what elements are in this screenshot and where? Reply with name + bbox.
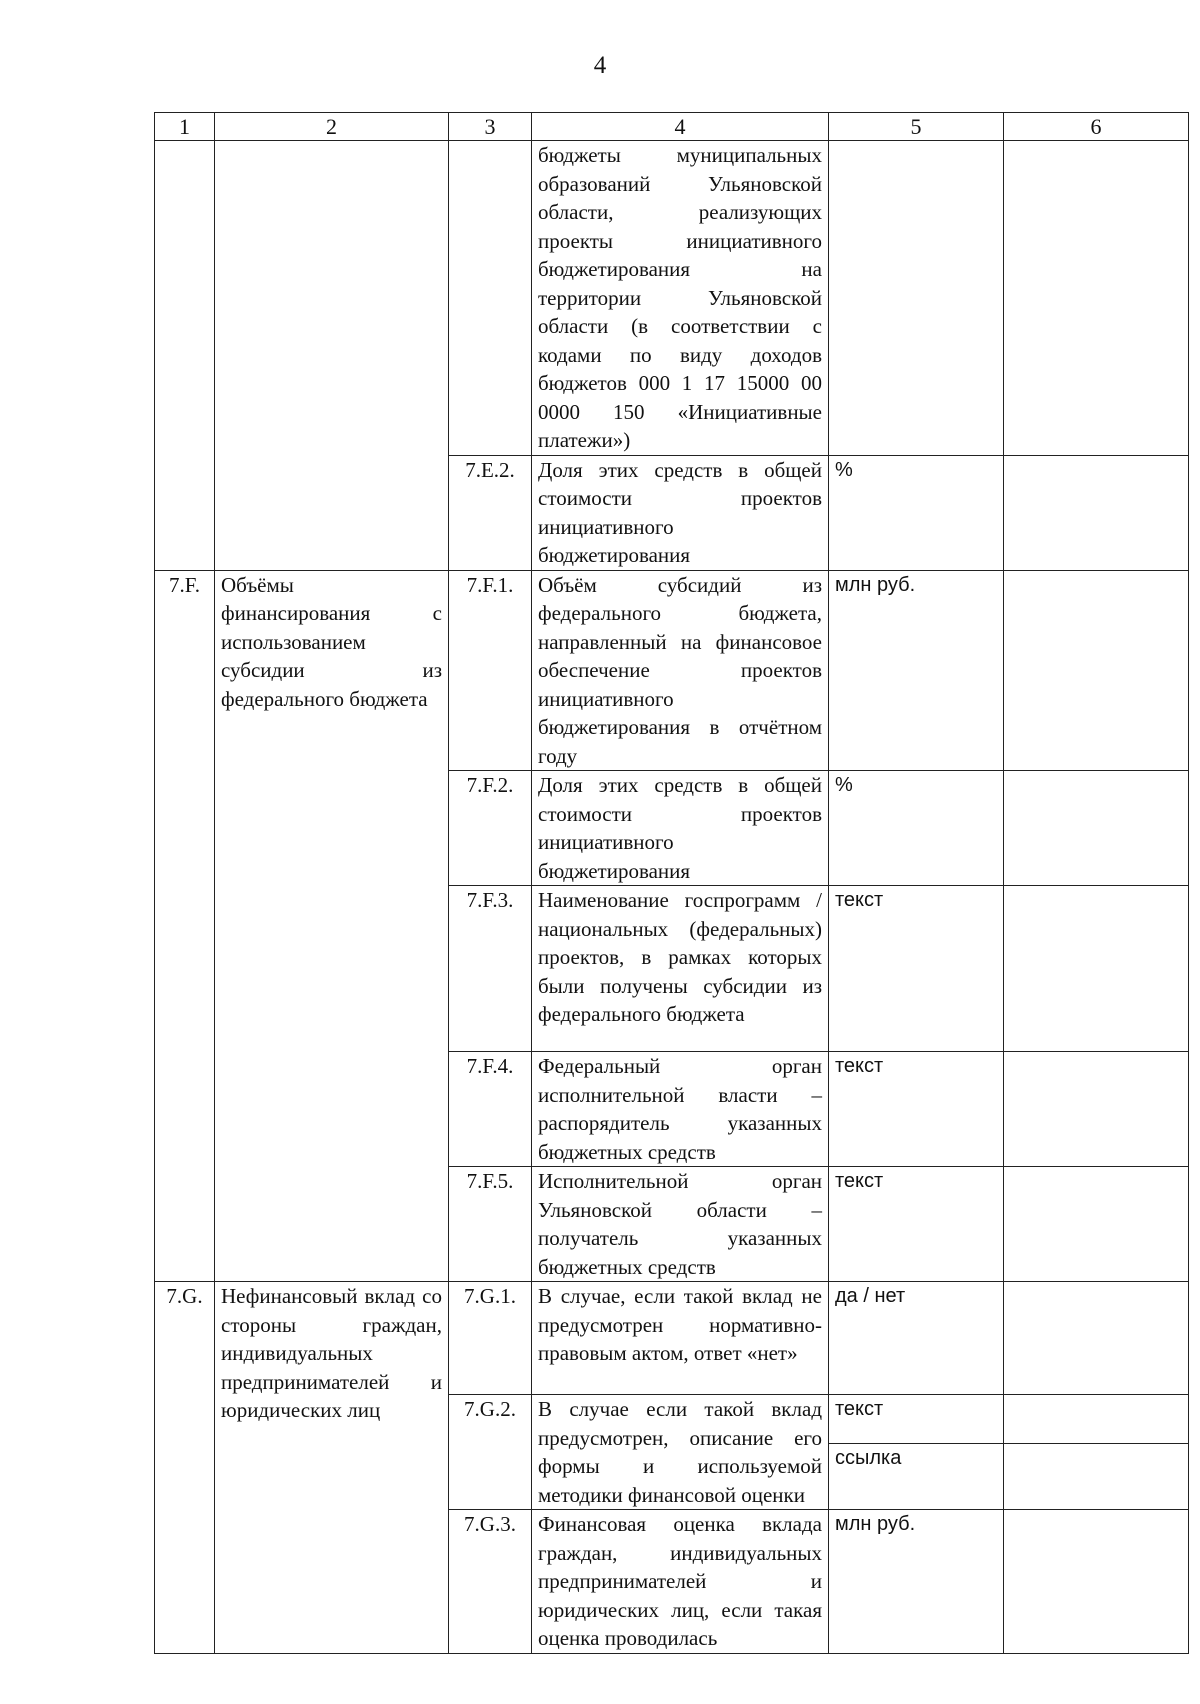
header-col-3: 3 — [449, 113, 532, 141]
cell-description: Доля этих средств в общей стоимости проектов инициативного бюджетирования — [532, 771, 829, 886]
cell-value — [1004, 141, 1189, 456]
cell-continued-text: бюджеты муниципальных образований Ульяновской области, реализующих проекты инициативного бюджетирования на территории Ульяновской области (в соответствии с кодами по виду доходов бюджетов 000 1 17 15000 00 0000 150 «Инициативные платежи») — [532, 141, 829, 456]
cell-code: 7.F.1. — [449, 570, 532, 771]
cell-value — [1004, 1167, 1189, 1282]
cell-code: 7.G.3. — [449, 1510, 532, 1654]
cell-unit: текст — [829, 1052, 1004, 1167]
cell-code: 7.F.4. — [449, 1052, 532, 1167]
cell-code-empty — [449, 141, 532, 456]
cell-group-code-empty — [155, 141, 215, 571]
cell-unit: млн руб. — [829, 1510, 1004, 1654]
cell-group-name: Нефинансовый вклад со стороны граждан, индивидуальных предпринимателей и юридических лиц — [215, 1282, 449, 1654]
table-row — [155, 141, 1189, 456]
page-number: 4 — [593, 52, 607, 79]
cell-unit: текст — [829, 886, 1004, 1052]
cell-group-code: 7.G. — [155, 1282, 215, 1654]
cell-value — [1004, 1052, 1189, 1167]
cell-code: 7.E.2. — [449, 455, 532, 570]
cell-value — [1004, 771, 1189, 886]
cell-value — [1004, 1282, 1189, 1395]
header-row — [155, 113, 1189, 141]
indicators-table — [154, 112, 1189, 1654]
cell-value — [1004, 455, 1189, 570]
cell-unit: текст — [829, 1395, 1004, 1444]
cell-description: В случае если такой вклад предусмотрен, описание его формы и используемой методики финансовой оценки — [532, 1395, 829, 1510]
cell-description: Исполнительной орган Ульяновской области – получатель указанных бюджетных средств — [532, 1167, 829, 1282]
header-col-6: 6 — [1004, 113, 1189, 141]
cell-description: Наименование госпрограмм /национальных (федеральных) проектов, в рамках которых были получены субсидии из федерального бюджета — [532, 886, 829, 1052]
cell-value — [1004, 886, 1189, 1052]
header-col-2: 2 — [215, 113, 449, 141]
cell-group-name: Объёмы финансирования с использованием субсидии из федерального бюджета — [215, 570, 449, 1282]
cell-code: 7.F.3. — [449, 886, 532, 1052]
cell-value — [1004, 1510, 1189, 1654]
header-col-1: 1 — [155, 113, 215, 141]
cell-unit: текст — [829, 1167, 1004, 1282]
cell-group-code: 7.F. — [155, 570, 215, 1282]
header-col-4: 4 — [532, 113, 829, 141]
cell-code: 7.F.2. — [449, 771, 532, 886]
cell-value — [1004, 1395, 1189, 1444]
cell-value — [1004, 1444, 1189, 1510]
cell-code: 7.G.1. — [449, 1282, 532, 1395]
cell-value — [1004, 570, 1189, 771]
cell-unit-empty — [829, 141, 1004, 456]
cell-unit: млн руб. — [829, 570, 1004, 771]
cell-group-name-empty — [215, 141, 449, 571]
cell-description: Объём субсидий из федерального бюджета, направленный на финансовое обеспечение проектов инициативного бюджетирования в отчётном году — [532, 570, 829, 771]
cell-description: В случае, если такой вклад не предусмотрен нормативно-правовым актом, ответ «нет» — [532, 1282, 829, 1395]
table-row — [155, 570, 1189, 771]
cell-unit-secondary: ссылка — [829, 1444, 1004, 1510]
cell-code: 7.G.2. — [449, 1395, 532, 1510]
header-col-5: 5 — [829, 113, 1004, 141]
table-row — [155, 1282, 1189, 1395]
cell-description: Федеральный орган исполнительной власти – распорядитель указанных бюджетных средств — [532, 1052, 829, 1167]
cell-code: 7.F.5. — [449, 1167, 532, 1282]
cell-unit: % — [829, 771, 1004, 886]
cell-unit: % — [829, 455, 1004, 570]
cell-description: Доля этих средств в общей стоимости проектов инициативного бюджетирования — [532, 455, 829, 570]
cell-unit: да / нет — [829, 1282, 1004, 1395]
cell-description: Финансовая оценка вклада граждан, индивидуальных предпринимателей и юридических лиц, если такая оценка проводилась — [532, 1510, 829, 1654]
